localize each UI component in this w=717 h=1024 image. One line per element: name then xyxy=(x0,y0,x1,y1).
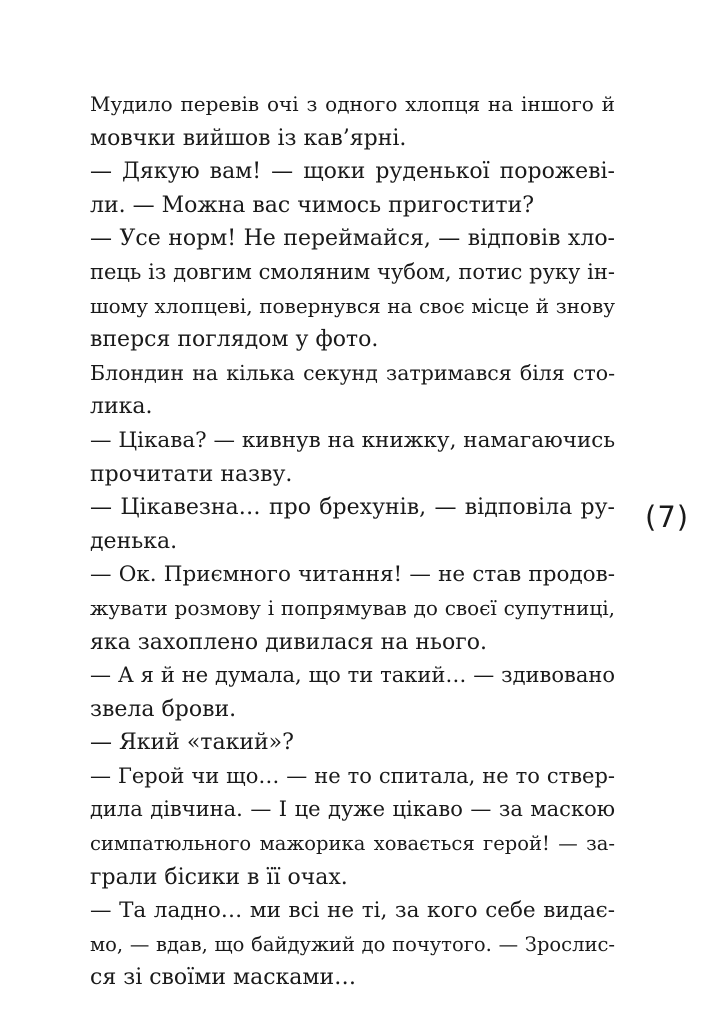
text-line: — Дякую вам! — щоки руденької порожеві- xyxy=(90,159,615,185)
text-line: дила дівчина. — І це дуже цікаво — за маскою xyxy=(90,797,615,822)
text-line: пець із довгим смоляним чубом, потис руку ін- xyxy=(90,259,615,284)
page-number: (7) xyxy=(645,500,690,534)
text-line: шому хлопцеві, повернувся на своє місце й знову xyxy=(90,293,615,318)
text-line: мо, — вдав, що байдужий до почутого. — Зрослис- xyxy=(90,932,615,956)
text-line: — Усе норм! Не переймайся, — відповів хло- xyxy=(90,226,615,252)
text-line: яка захоплено дивилася на нього. xyxy=(90,629,488,655)
text-line: вперся поглядом у фото. xyxy=(90,327,379,353)
text-line: прочитати назву. xyxy=(90,461,293,487)
text-line: — Цікавезна… про брехунів, — відповіла ру- xyxy=(90,495,615,521)
text-line: мовчки вийшов із кав’ярні. xyxy=(90,125,407,151)
text-line: Мудило перевів очі з одного хлопця на іншого й xyxy=(90,92,615,116)
text-line: — Який «такий»? xyxy=(90,730,294,756)
text-line: грали бісики в її очах. xyxy=(90,864,348,890)
text-line: — Ок. Приємного читання! — не став продов- xyxy=(90,562,615,588)
text-line: симпатюльного мажорика ховається герой! — за- xyxy=(90,832,615,856)
text-line: — Герой чи що… — не то спитала, не то ствер- xyxy=(90,763,615,788)
text-line: Блондин на кілька секунд затримався біля сто- xyxy=(90,360,615,385)
book-page-text xyxy=(90,88,615,995)
text-line: ся зі своїми масками… xyxy=(90,965,357,991)
text-line: ли. — Можна вас чимось пригостити? xyxy=(90,192,535,218)
text-line: денька. xyxy=(90,528,178,554)
text-line: лика. xyxy=(90,394,153,420)
text-line: звела брови. xyxy=(90,696,237,722)
text-line: — Та ладно… ми всі не ті, за кого себе видає- xyxy=(90,898,615,924)
text-line: — Цікава? — кивнув на книжку, намагаючись xyxy=(90,427,616,453)
text-line: — А я й не думала, що ти такий… — здивовано xyxy=(90,663,615,688)
text-line: жувати розмову і попрямував до своєї супутниці, xyxy=(90,595,615,620)
